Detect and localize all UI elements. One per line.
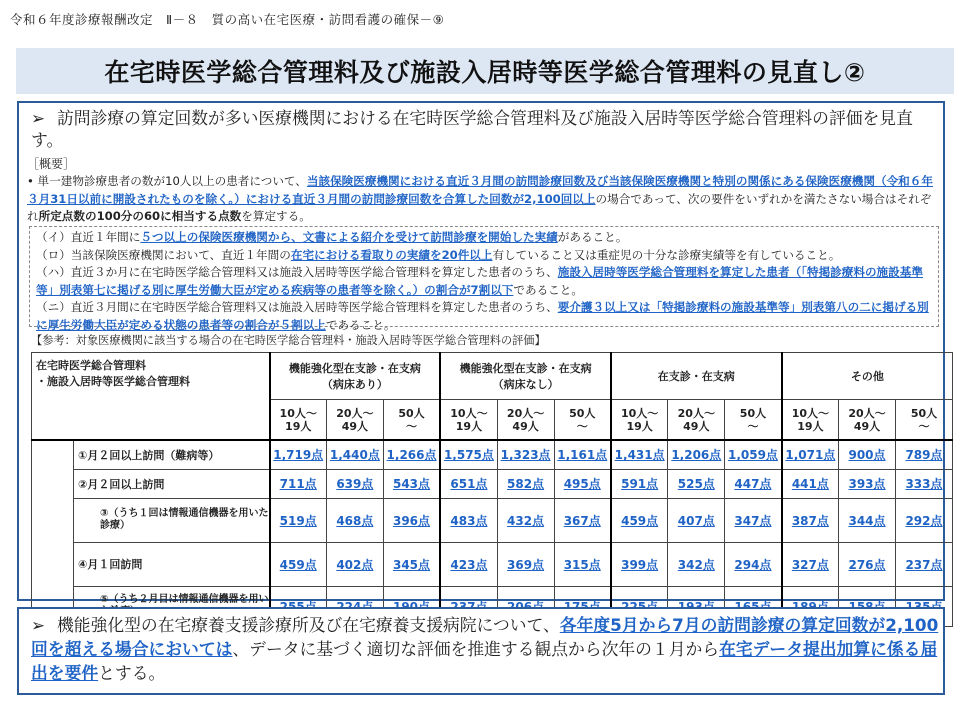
bullet-text-2: の場合であって、次の要件をいずれかを満たさない場合はそれぞれ [27,191,932,223]
sub-header-1-1: 20人～ 49人 [497,400,554,441]
requirement-ha [36,264,932,299]
fee-cell: 468点 [326,498,383,542]
bullet-bold-1: 所定点数の100分の60に相当する点数 [38,209,242,223]
sub-header-1-0: 10人～ 19人 [440,400,497,441]
fee-cell: 1,431点 [611,440,668,469]
row-label: ③（うち１回は情報通信機器を用いた診療） [74,498,270,542]
fee-cell: 1,575点 [440,440,497,469]
sub-header-2-2: 50人 ～ [725,400,782,441]
requirement-ni [36,299,932,334]
req-i-text: （イ）直近１年間に [36,230,141,244]
requirements-box [29,226,939,332]
sub-header-2-1: 20人～ 49人 [668,400,725,441]
fee-cell: 582点 [497,469,554,498]
fee-cell: 1,323点 [497,440,554,469]
ds-highlight-1: 各年度5月から7月の訪問診療の算定回数が2,100回を超える場合においては [31,615,939,659]
req-ro-text: （ロ）当該保険医療機関において、直近１年間の [36,247,291,262]
fee-cell: 651点 [440,469,497,498]
req-ha-tail: であること。 [513,282,583,297]
fee-cell: 1,440点 [326,440,383,469]
data-submission-box [17,607,945,695]
indent-cell [32,440,74,626]
fee-cell: 447点 [725,469,782,498]
fee-cell: 342点 [668,542,725,586]
requirement-i [36,229,932,247]
breadcrumb: 令和６年度診療報酬改定 Ⅱ－８ 質の高い在宅医療・訪問看護の確保－⑨ [10,12,445,27]
req-ni-tail: であること。 [325,317,396,332]
fee-cell: 423点 [440,542,497,586]
fee-cell: 369点 [497,542,554,586]
fee-cell: 459点 [270,542,327,586]
fee-cell: 525点 [668,469,725,498]
ds-text-1: 機能強化型の在宅療養支援診療所及び在宅療養支援病院について、 [57,615,560,635]
ds-highlight-2: 在宅データ提出加算に係る届出を要件 [31,639,938,683]
fee-cell: 639点 [326,469,383,498]
fee-cell: 276点 [839,542,896,586]
req-ni-text: （ニ）直近３月間に在宅時医学総合管理料又は施設入居時等医学総合管理料を算定した患者のうち、 [36,300,558,314]
ds-text-2: 、データに基づく適切な評価を推進する観点から次年の１月から [232,639,720,659]
bullet-highlight-1: 当該保険医療機関における直近３月間の訪問診療回数及び当該保険医療機関と特別の関係にある保険医療機関（令和６年３月31日以前に開設されたものを除く。）における直近３月間の訪問診療回数を合算した回数が2,100回以上 [27,174,933,206]
fee-cell: 1,206点 [668,440,725,469]
data-submission-text [31,613,941,685]
group-header-3: 在支診・在支病 [611,353,782,400]
table-corner: 在宅時医学総合管理料 ・施設入居時等医学総合管理料 [32,353,270,441]
page-title: 在宅時医学総合管理料及び施設入居時等医学総合管理料の見直し② [104,58,866,87]
sub-header-0-2: 50人 ～ [383,400,440,441]
bullet-text-3: を算定する。 [241,209,311,223]
group-header-1: 機能強化型在支診・在支病 （病床あり） [270,353,441,400]
sub-header-3-0: 10人～ 19人 [782,400,839,441]
table-row [32,542,953,586]
fee-cell: 789点 [895,440,952,469]
fee-cell: 1,071点 [782,440,839,469]
req-ro-highlight: 在宅における看取りの実績を20件以上 [290,247,493,262]
fee-cell: 711点 [270,469,327,498]
row-label: ④月１回訪問 [74,542,270,586]
reference-caption: 【参考：対象医療機関に該当する場合の在宅時医学総合管理料・施設入居時等医学総合管理料の評価】 [31,334,546,347]
fee-cell: 1,266点 [383,440,440,469]
table-row [32,440,953,469]
req-i-tail: があること。 [557,230,628,244]
fee-cell: 407点 [668,498,725,542]
fee-cell: 347点 [725,498,782,542]
req-ha-text: （ハ）直近３か月に在宅時医学総合管理料又は施設入居時等医学総合管理料を算定した患者のうち、 [36,265,558,279]
overview-bullet [27,173,937,226]
fee-cell: 459点 [611,498,668,542]
fee-cell: 387点 [782,498,839,542]
arrow-icon: ➢ [31,108,46,128]
sub-header-0-1: 20人～ 49人 [326,400,383,441]
fee-table-wrapper [31,352,953,605]
fee-cell: 441点 [782,469,839,498]
overview-label: ［概要］ [27,157,76,171]
row-label: ①月２回以上訪問（難病等） [74,440,270,469]
fee-cell: 333点 [895,469,952,498]
req-ro-tail: 有していること又は重症児の十分な診療実績等を有していること。 [492,247,841,262]
fee-cell: 327点 [782,542,839,586]
sub-header-2-0: 10人～ 19人 [611,400,668,441]
fee-table [31,352,953,627]
requirement-ro [36,247,932,265]
fee-cell: 543点 [383,469,440,498]
fee-cell: 399点 [611,542,668,586]
fee-cell: 402点 [326,542,383,586]
fee-cell: 345点 [383,542,440,586]
fee-cell: 483点 [440,498,497,542]
fee-cell: 1,161点 [554,440,611,469]
fee-cell: 315点 [554,542,611,586]
fee-cell: 900点 [839,440,896,469]
req-ni-highlight: 要介護３以上又は「特掲診療料の施設基準等」別表第八の二に掲げる別に厚生労働大臣が定める状態の患者等の割合が５割以上 [36,300,929,332]
table-body [32,440,953,626]
sub-header-0-0: 10人～ 19人 [270,400,327,441]
sub-header-3-2: 50人 ～ [895,400,952,441]
group-header-4: その他 [782,353,953,400]
bullet-icon: • [27,174,34,188]
fee-cell: 1,059点 [725,440,782,469]
fee-cell: 519点 [270,498,327,542]
fee-cell: 591点 [611,469,668,498]
ds-text-3: とする。 [98,663,166,683]
sub-header-3-1: 20人～ 49人 [839,400,896,441]
lead-text [31,107,931,151]
group-header-2: 機能強化型在支診・在支病 （病床なし） [440,353,611,400]
row-label: ②月２回以上訪問 [74,469,270,498]
req-ha-highlight: 施設入居時等医学総合管理料を算定した患者（「特掲診療料の施設基準等」別表第七に掲げる別に厚生労働大臣が定める疾病等の患者等を除く。）の割合が7割以下 [36,265,923,297]
sub-header-1-2: 50人 ～ [554,400,611,441]
fee-cell: 393点 [839,469,896,498]
table-row [32,498,953,542]
fee-cell: 344点 [839,498,896,542]
bullet-text-1: 単一建物診療患者の数が10人以上の患者について、 [37,174,307,188]
fee-cell: 1,719点 [270,440,327,469]
row-label: ⑤（うち２月目は情報通信機器を用い [74,586,270,626]
table-row [32,469,953,498]
lead-sentence: 訪問診療の算定回数が多い医療機関における在宅時医学総合管理料及び施設入居時等医学総合管理料の評価を見直す。 [31,108,913,150]
fee-cell: 432点 [497,498,554,542]
fee-cell: 367点 [554,498,611,542]
req-i-highlight: ５つ以上の保険医療機関から、文書による紹介を受けて訪問診療を開始した実績 [140,230,558,244]
fee-cell: 495点 [554,469,611,498]
revision-box [17,101,945,605]
fee-cell: 396点 [383,498,440,542]
fee-cell: 294点 [725,542,782,586]
fee-cell: 237点 [895,542,952,586]
title-bar [16,48,954,94]
arrow-icon-2: ➢ [31,615,46,635]
fee-cell: 292点 [895,498,952,542]
